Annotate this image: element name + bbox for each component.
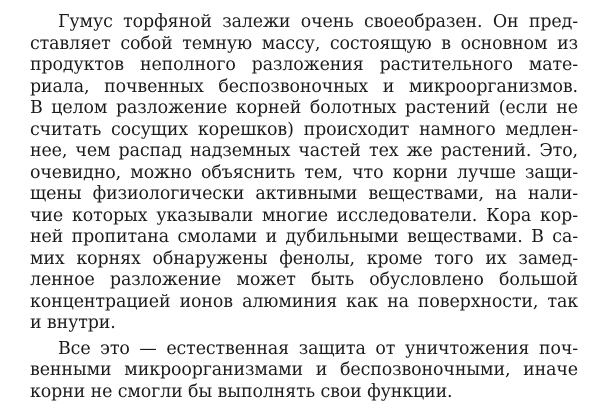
text-line: чие которых указывали многие исследователи. Кора кор- xyxy=(30,205,578,226)
text-line: мих корнях обнаружены фенолы, кроме того их замед- xyxy=(30,248,578,269)
text-line: ней пропитана смолами и дубильными веществами. В са- xyxy=(30,227,578,247)
text-line: очевидно, можно объяснить тем, что корни лучше защи- xyxy=(30,162,578,183)
text-line: продуктов неполного разложения растительного мате- xyxy=(30,55,578,75)
paragraph-1 xyxy=(30,12,578,335)
text-line: считать сосущих корешков) происходит намного медлен- xyxy=(30,119,578,140)
paragraph-2 xyxy=(30,339,578,404)
text-line: Гумус торфяной залежи очень своеобразен. Он пред- xyxy=(58,12,578,32)
text-line: нее, чем распад надземных частей тех же растений. Это, xyxy=(30,141,578,161)
text-line: риала, почвенных беспозвоночных и микроорганизмов. xyxy=(30,76,578,97)
text-line: корни не смогли бы выполнять свои функции. xyxy=(30,381,453,402)
text-line: щены физиологически активными веществами, на нали- xyxy=(30,184,578,204)
text-line: ленное разложение может быть обусловлено большой xyxy=(30,270,578,290)
text-line: В целом разложение корней болотных растений (если не xyxy=(30,98,578,118)
text-line: Все это — естественная защита от уничтожения поч- xyxy=(58,338,578,359)
document-page xyxy=(30,12,578,403)
text-line: и внутри. xyxy=(30,313,116,333)
text-line: венными микроорганизмами и беспозвоночными, иначе xyxy=(30,360,578,380)
text-line: ставляет собой темную массу, состоящую в основном из xyxy=(30,33,578,54)
text-line: концентрацией ионов алюминия как на поверхности, так xyxy=(30,291,578,312)
